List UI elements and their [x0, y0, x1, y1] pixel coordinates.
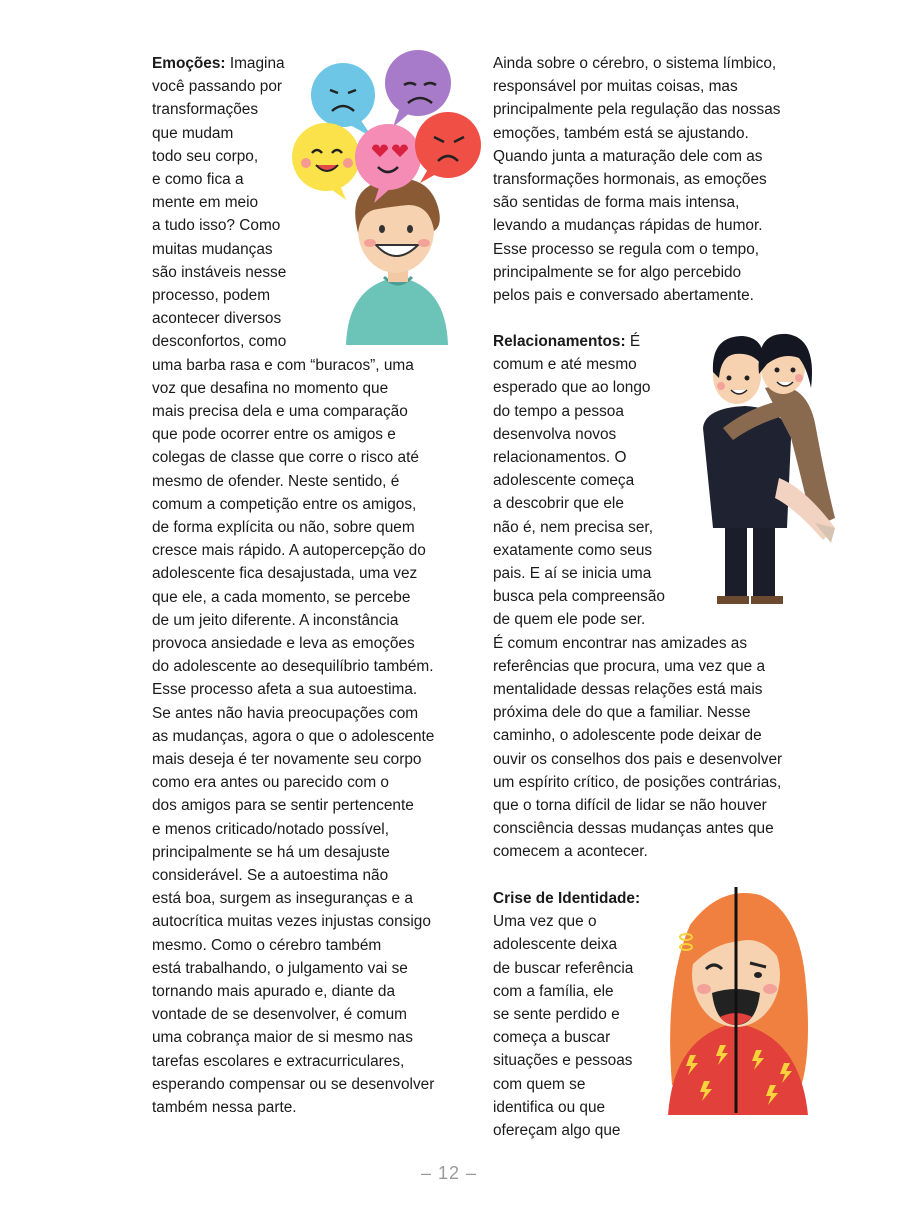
text-line: você passando por — [152, 78, 283, 96]
text-line: como era antes ou parecido com o — [152, 774, 389, 792]
text-line: com quem se — [493, 1075, 586, 1093]
text-line: Se antes não havia preocupações com — [152, 704, 419, 722]
text-line: adolescente fica desajustada, uma vez — [152, 565, 418, 583]
text-line: exatamente como seus — [493, 541, 653, 559]
page-number: – 12 – — [420, 1163, 478, 1183]
text-line — [152, 52, 285, 75]
text-line: relacionamentos. O — [493, 449, 627, 466]
text-line: desconfortos, como — [152, 333, 287, 351]
text-line: são sentidas de forma mais intensa, — [493, 194, 740, 212]
text-line: É comum encontrar nas amizades as — [493, 634, 748, 652]
text-line: consciência dessas mudanças antes que — [493, 820, 774, 838]
text-line: muitas mudanças — [152, 240, 273, 258]
text-line: de forma explícita ou não, sobre quem — [152, 519, 415, 536]
text-line: começa a buscar — [493, 1029, 611, 1047]
text-line: as mudanças, agora o que o adolescente — [152, 727, 435, 745]
text-line: mentalidade dessas relações está mais — [493, 681, 763, 698]
text-line: mesmo de ofender. Neste sentido, é — [152, 472, 400, 490]
text-line: colegas de classe que corre o risco até — [152, 449, 419, 467]
text-line: Imagina — [225, 55, 285, 72]
text-line: todo seu corpo, — [152, 147, 259, 165]
angry-bubble-icon — [415, 112, 481, 183]
text-line: cresce mais rápido. A autopercepção do — [152, 542, 426, 560]
text-line: principalmente se há um desajuste — [152, 843, 390, 861]
text-line: caminho, o adolescente pode deixar de — [493, 727, 762, 745]
text-line: comecem a acontecer. — [493, 843, 648, 861]
text-line: mais deseja é ter novamente seu corpo — [152, 751, 422, 768]
text-line: principalmente se for algo percebido — [493, 263, 742, 281]
text-line: provoca ansiedade e leva as emoções — [152, 635, 415, 652]
text-line: tornando mais apurado e, diante da — [152, 983, 396, 1000]
text-line: de quem ele pode ser. — [493, 611, 646, 629]
text-line: que ele, a cada momento, se percebe — [152, 588, 411, 606]
text-line: não é, nem precisa ser, — [493, 518, 653, 536]
text-line: É — [625, 333, 641, 350]
text-line: Uma vez que o — [493, 913, 597, 931]
heading-emocoes: Emoções: — [152, 55, 226, 72]
text-line: comum e até mesmo — [493, 356, 637, 374]
text-line: autocrítica muitas vezes injustas consigo — [152, 913, 431, 931]
text-line: dos amigos para se sentir pertencente — [152, 797, 414, 815]
text-line: desenvolva novos — [493, 425, 617, 443]
text-line: Quando junta a maturação dele com as — [493, 147, 763, 165]
text-line: considerável. Se a autoestima não — [152, 867, 389, 884]
text-line — [493, 330, 640, 353]
text-line: esperado que ao longo — [493, 379, 651, 397]
text-line: pais. E aí se inicia uma — [493, 565, 652, 582]
text-line: tarefas escolares e extracurriculares, — [152, 1052, 405, 1070]
emotion-bubbles-boy-illustration — [288, 45, 488, 345]
text-line: uma cobrança maior de si mesmo nas — [152, 1029, 413, 1047]
text-line: Esse processo afeta a sua autoestima. — [152, 681, 418, 699]
text-line: e como fica a — [152, 171, 244, 188]
text-line: adolescente começa — [493, 472, 635, 490]
text-line: com a família, ele — [493, 982, 614, 1000]
text-line: e menos criticado/notado possível, — [152, 820, 389, 838]
text-line: próxima dele do que a familiar. Nesse — [493, 704, 751, 722]
text-line: Esse processo se regula com o tempo, — [493, 240, 760, 258]
text-line: se sente perdido e — [493, 1006, 620, 1023]
text-line: que mudam — [152, 124, 234, 142]
text-line: emoções, também está se ajustando. — [493, 124, 749, 142]
text-line: ouvir os conselhos dos pais e desenvolver — [493, 750, 783, 768]
text-line: são instáveis nesse — [152, 263, 287, 281]
text-line: está boa, surgem as inseguranças e a — [152, 890, 413, 908]
text-line: a descobrir que ele — [493, 495, 624, 513]
text-line: de buscar referência — [493, 959, 634, 977]
text-line: mais precisa dela e uma comparação — [152, 403, 408, 420]
text-line: acontecer diversos — [152, 310, 282, 328]
text-line: adolescente deixa — [493, 936, 618, 954]
text-line: principalmente pela regulação das nossas — [493, 101, 781, 119]
text-line: Ainda sobre o cérebro, o sistema límbico, — [493, 55, 777, 72]
text-line: do tempo a pessoa — [493, 402, 624, 420]
text-line: está trabalhando, o julgamento vai se — [152, 959, 408, 977]
text-line: voz que desafina no momento que — [152, 379, 389, 397]
text-line: responsável por muitas coisas, mas — [493, 78, 738, 96]
text-line: ofereçam algo que — [493, 1122, 621, 1139]
text-line: a tudo isso? Como — [152, 217, 281, 235]
heading-relacionamentos: Relacionamentos: — [493, 333, 626, 350]
text-line: de um jeito diferente. A inconstância — [152, 611, 399, 629]
text-line: mesmo. Como o cérebro também — [152, 936, 382, 954]
text-line: uma barba rasa e com “buracos”, uma — [152, 356, 414, 374]
text-line: também nessa parte. — [152, 1099, 297, 1116]
split-face-girl-illustration — [660, 885, 815, 1115]
text-line: mente em meio — [152, 194, 259, 212]
text-line: vontade de se desenvolver, é comum — [152, 1006, 407, 1024]
couple-piggyback-illustration — [695, 328, 840, 608]
text-line: comum a competição entre os amigos, — [152, 495, 417, 513]
text-line: transformações hormonais, as emoções — [493, 171, 767, 188]
text-line: que pode ocorrer entre os amigos e — [152, 426, 396, 444]
text-line: busca pela compreensão — [493, 588, 665, 606]
text-line: identifica ou que — [493, 1098, 606, 1116]
text-line: referências que procura, uma vez que a — [493, 657, 766, 675]
text-line: que o torna difícil de lidar se não houver — [493, 797, 767, 814]
happy-bubble-icon — [292, 123, 360, 200]
text-line: processo, podem — [152, 287, 271, 304]
heading-crise-de-identidade: Crise de Identidade: — [493, 890, 641, 907]
text-line: do adolescente ao desequilíbrio também. — [152, 658, 434, 676]
text-line: levando a mudanças rápidas de humor. — [493, 217, 763, 235]
text-line: situações e pessoas — [493, 1052, 633, 1070]
text-line: esperando compensar ou se desenvolver — [152, 1075, 435, 1093]
text-line: transformações — [152, 101, 259, 119]
text-line: um espírito crítico, de posições contrárias, — [493, 773, 782, 791]
text-line: pelos pais e conversado abertamente. — [493, 287, 754, 304]
